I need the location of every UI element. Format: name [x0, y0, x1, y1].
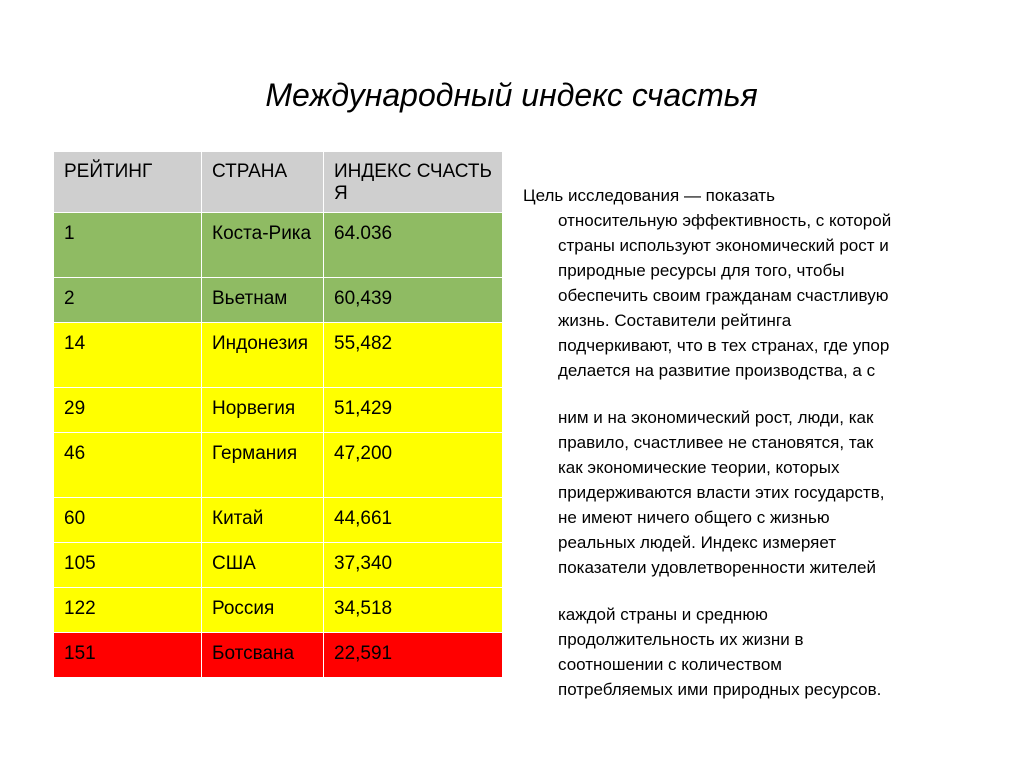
text-line: страны используют экономический рост и — [558, 236, 889, 255]
cell-rank: 2 — [54, 278, 202, 323]
text-line: каждой страны и среднюю — [558, 605, 768, 624]
cell-country: США — [202, 543, 324, 588]
cell-country: Ботсвана — [202, 633, 324, 678]
cell-index: 51,429 — [324, 388, 503, 433]
cell-rank: 60 — [54, 498, 202, 543]
table-row — [54, 543, 503, 588]
header-index: ИНДЕКС СЧАСТЬЯ — [324, 152, 503, 213]
text-line: продолжительность их жизни в — [558, 630, 804, 649]
text-line: природные ресурсы для того, чтобы — [558, 261, 845, 280]
cell-rank: 29 — [54, 388, 202, 433]
text-line: относительную эффективность, с которой — [558, 211, 892, 230]
cell-rank: 105 — [54, 543, 202, 588]
text-line: как экономические теории, которых — [558, 458, 840, 477]
cell-index: 64.036 — [324, 213, 503, 278]
text-line: реальных людей. Индекс измеряет — [558, 533, 836, 552]
cell-country: Китай — [202, 498, 324, 543]
table-row — [54, 278, 503, 323]
cell-index: 60,439 — [324, 278, 503, 323]
cell-index: 55,482 — [324, 323, 503, 388]
text-line: обеспечить своим гражданам счастливую — [558, 286, 889, 305]
cell-index: 44,661 — [324, 498, 503, 543]
cell-country: Вьетнам — [202, 278, 324, 323]
table-row — [54, 433, 503, 498]
description-text — [523, 183, 973, 702]
cell-rank: 14 — [54, 323, 202, 388]
text-line: Цель исследования — показать — [523, 186, 775, 205]
table-row — [54, 633, 503, 678]
table-row — [54, 213, 503, 278]
text-line: не имеют ничего общего с жизнью — [558, 508, 830, 527]
header-rank: РЕЙТИНГ — [54, 152, 202, 213]
table-row — [54, 323, 503, 388]
table-row — [54, 588, 503, 633]
text-line: потребляемых ими природных ресурсов. — [558, 680, 882, 699]
text-line: ним и на экономический рост, люди, как — [558, 408, 874, 427]
table-row — [54, 498, 503, 543]
cell-country: Коста-Рика — [202, 213, 324, 278]
text-line: показатели удовлетворенности жителей — [558, 558, 876, 577]
cell-rank: 122 — [54, 588, 202, 633]
happiness-table — [53, 151, 503, 678]
table-header-row — [54, 152, 503, 213]
cell-rank: 1 — [54, 213, 202, 278]
text-line: подчеркивают, что в тех странах, где упор — [558, 336, 890, 355]
cell-rank: 151 — [54, 633, 202, 678]
table-row — [54, 388, 503, 433]
text-line: жизнь. Составители рейтинга — [558, 311, 792, 330]
cell-index: 22,591 — [324, 633, 503, 678]
cell-index: 34,518 — [324, 588, 503, 633]
cell-rank: 46 — [54, 433, 202, 498]
text-line: соотношении с количеством — [558, 655, 782, 674]
text-line: правило, счастливее не становятся, так — [558, 433, 874, 452]
cell-country: Германия — [202, 433, 324, 498]
header-country: СТРАНА — [202, 152, 324, 213]
text-line: делается на развитие производства, а с — [558, 361, 876, 380]
slide-title: Международный индекс счастья — [265, 77, 758, 113]
cell-country: Россия — [202, 588, 324, 633]
cell-country: Норвегия — [202, 388, 324, 433]
cell-index: 47,200 — [324, 433, 503, 498]
cell-index: 37,340 — [324, 543, 503, 588]
text-line: придерживаются власти этих государств, — [558, 483, 885, 502]
cell-country: Индонезия — [202, 323, 324, 388]
